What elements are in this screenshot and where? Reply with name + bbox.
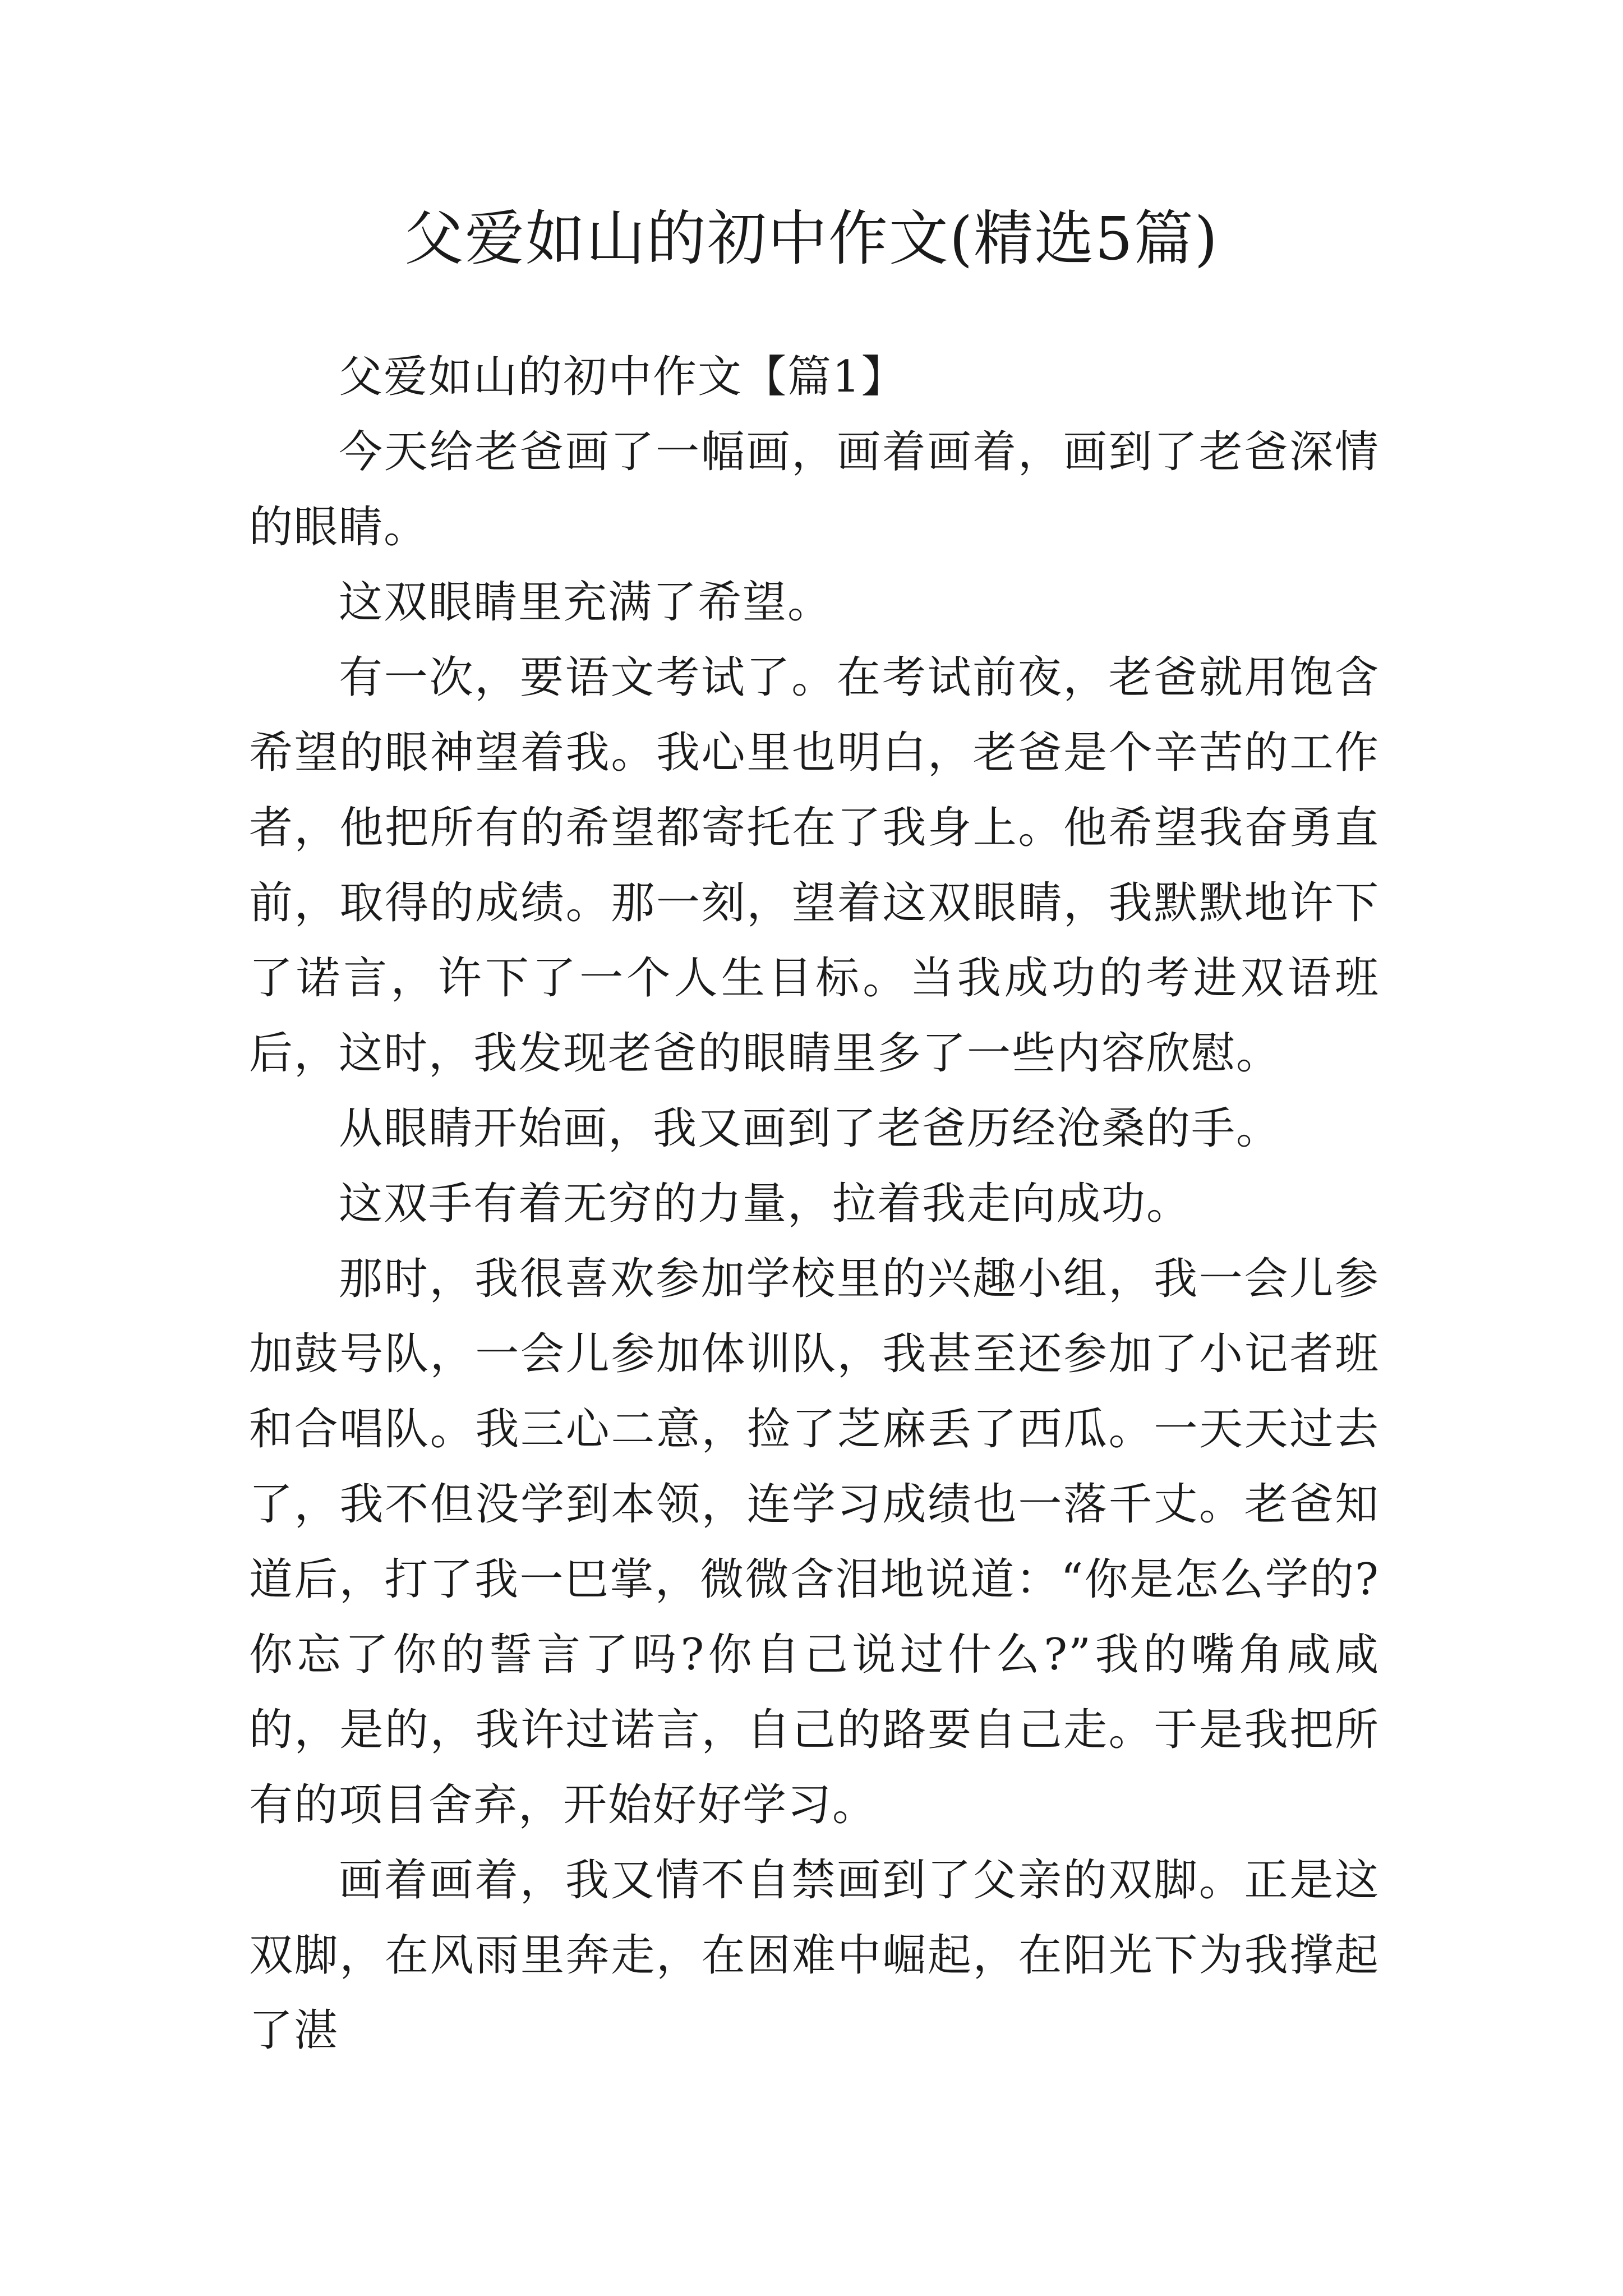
essay-heading: 父爱如山的初中作文【篇1】 — [339, 352, 906, 402]
paragraph: 画着画着，我又情不自禁画到了父亲的双脚。正是这双脚，在风雨里奔走，在困难中崛起，在阳光下为我撑起了湛 — [249, 1855, 1380, 2056]
paragraph: 那时，我很喜欢参加学校里的兴趣小组，我一会儿参加鼓号队，一会儿参加体训队，我甚至还参加了小记者班和合唱队。我三心二意，捡了芝麻丢了西瓜。一天天过去了，我不但没学到本领，连学习成绩也一落千丈。老爸知道后，打了我一巴掌，微微含泪地说道：“你是怎么学的?你忘了你的誓言了吗?你自己说过什么?”我的嘴角咸咸的，是的，我许过诺言，自己的路要自己走。于是我把所有的项目舍弃，开始好好学习。 — [249, 1254, 1380, 1830]
document-body — [249, 339, 1380, 2068]
paragraph: 有一次，要语文考试了。在考试前夜，老爸就用饱含希望的眼神望着我。我心里也明白，老爸是个辛苦的工作者，他把所有的希望都寄托在了我身上。他希望我奋勇直前，取得的成绩。那一刻，望着这双眼睛，我默默地许下了诺言，许下了一个人生目标。当我成功的考进双语班后，这时，我发现老爸的眼睛里多了一些内容欣慰。 — [249, 652, 1380, 1079]
document-title: 父爱如山的初中作文(精选5篇) — [404, 204, 1219, 273]
paragraph: 今天给老爸画了一幅画，画着画着，画到了老爸深情的眼睛。 — [249, 427, 1380, 553]
paragraph: 这双手有着无穷的力量，拉着我走向成功。 — [339, 1179, 1192, 1229]
paragraph: 从眼睛开始画，我又画到了老爸历经沧桑的手。 — [339, 1103, 1281, 1154]
paragraph: 这双眼睛里充满了希望。 — [339, 577, 833, 628]
